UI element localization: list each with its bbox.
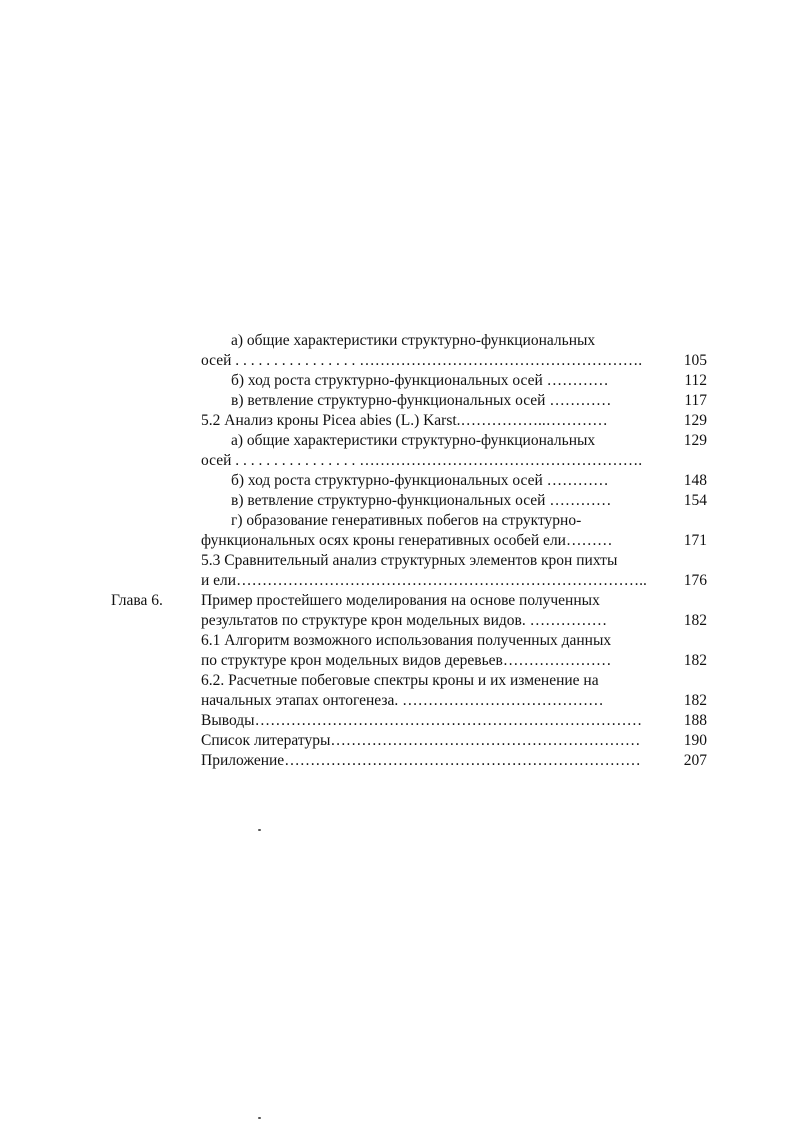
toc-entry [0,411,793,431]
toc-entry-text: 5.2 Анализ кроны Picea abies (L.) Karst.……………..………… [201,412,608,429]
toc-page-number: 129 [683,412,707,429]
toc-entry-text: функциональных осях кроны генеративных особей ели……… [201,532,613,549]
toc-entry-text: результатов по структуре крон модельных видов. …………… [201,612,608,629]
toc-entry [0,431,793,451]
toc-page-number: 182 [683,612,707,629]
toc-page-number: 182 [683,652,707,669]
toc-entry [0,631,793,651]
toc-page-number: 190 [683,732,707,749]
toc-entry-text: 5.3 Сравнительный анализ структурных элементов крон пихты [201,552,618,569]
toc-entry [0,391,793,411]
scan-speck [258,829,261,831]
toc-entry-text: б) ход роста структурно-функциональных осей ………… [231,472,609,489]
toc-entry-text: 6.1 Алгоритм возможного использования полученных данных [201,632,612,649]
toc-entry [0,691,793,711]
toc-entry [0,471,793,491]
toc-page-number: 117 [684,392,707,409]
toc-entry-text: б) ход роста структурно-функциональных осей ………… [231,372,609,389]
toc-entry [0,551,793,571]
toc-entry [0,751,793,771]
toc-entry [0,351,793,371]
toc-entry [0,611,793,631]
toc-page-number: 171 [683,532,707,549]
toc-page-number: 105 [683,352,707,369]
toc-entry [0,511,793,531]
toc-page-number: 129 [683,432,707,449]
toc-entry [0,571,793,591]
toc-entry-text: в) ветвление структурно-функциональных осей ………… [231,392,612,409]
toc-entry-text: Пример простейшего моделирования на основе полученных [201,592,600,609]
toc-entry [0,671,793,691]
toc-entry-text: по структуре крон модельных видов деревьев………………… [201,652,612,669]
toc-page-number: 182 [683,692,707,709]
toc-entry [0,371,793,391]
toc-page-number: 176 [683,572,707,589]
toc-entry [0,531,793,551]
toc-entry-text: а) общие характеристики структурно-функциональных [231,332,596,349]
toc-page-number: 207 [683,752,707,769]
toc-entry-text: осей . . . . . . . . . . . . . . . . ………………………………………………. [201,352,643,369]
scan-speck [258,1117,261,1119]
toc-entry-text: Список литературы…………………………………………………… [201,732,641,749]
chapter-label: Глава 6. [111,592,163,609]
toc-entry [0,731,793,751]
toc-entry-text: Приложение…………………………………………………………… [201,752,641,769]
toc-entry-text: а) общие характеристики структурно-функциональных [231,432,596,449]
toc-entry-text: 6.2. Расчетные побеговые спектры кроны и их изменение на [201,672,599,689]
toc-entry [0,331,793,351]
toc-entry-text: г) образование генеративных побегов на структурно- [231,512,582,529]
toc-entry-text: начальных этапах онтогенеза. ………………………………… [201,692,604,709]
toc-page-number: 154 [683,492,707,509]
toc-entry-text: осей . . . . . . . . . . . . . . . . ………………………………………………. [201,452,643,469]
toc-entry [0,451,793,471]
toc-entry [0,651,793,671]
toc-entry [0,591,793,611]
toc-entry-text: в) ветвление структурно-функциональных осей ………… [231,492,612,509]
toc-entry [0,491,793,511]
toc-page-number: 148 [683,472,707,489]
toc-page-number: 188 [683,712,707,729]
toc-entry-text: Выводы………………………………………………………………… [201,712,643,729]
toc-entry-text: и ели…………………………………………………………………….. [201,572,647,589]
toc-page-number: 112 [684,372,707,389]
toc-entry [0,711,793,731]
